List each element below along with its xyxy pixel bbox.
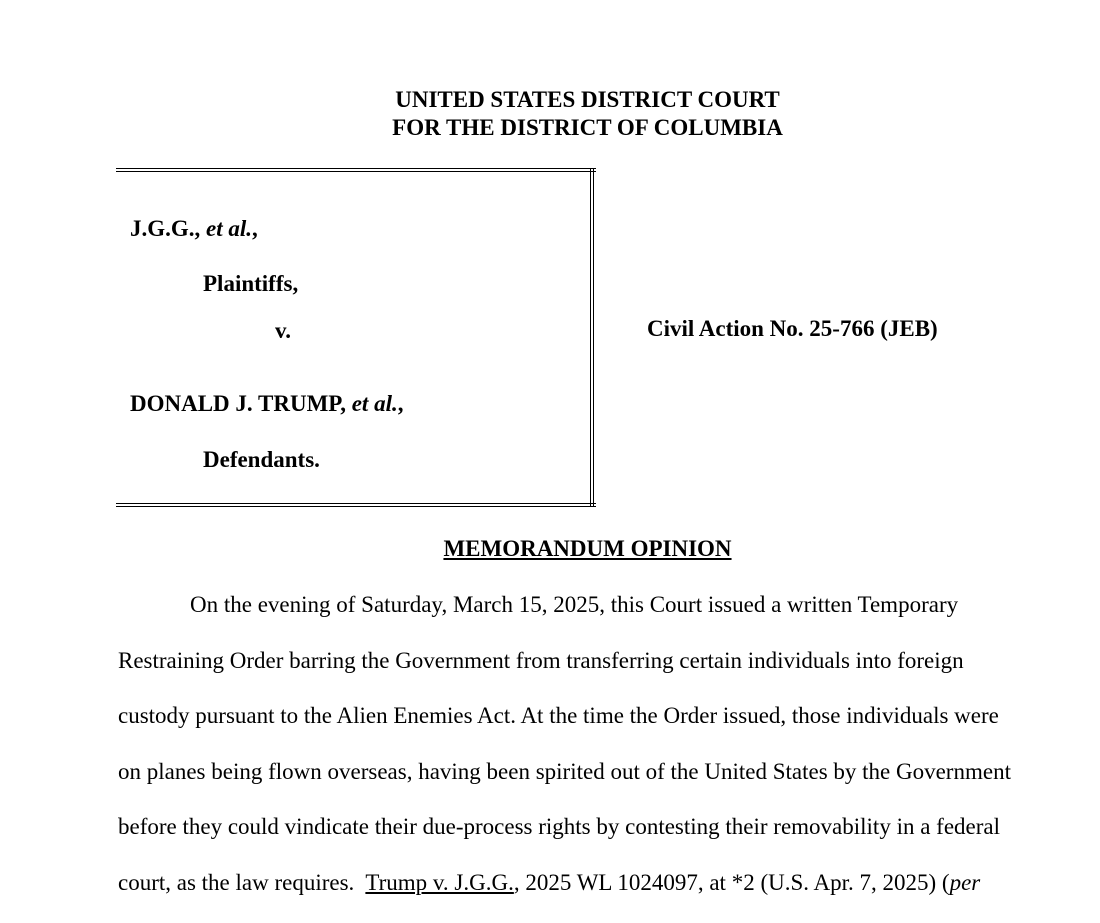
case-number: Civil Action No. 25-766 (JEB) xyxy=(647,316,938,342)
plaintiffs-label: Plaintiffs, xyxy=(203,271,298,297)
body-line: On the evening of Saturday, March 15, 2025, this Court issued a written Temporary xyxy=(118,590,1058,646)
defendant-party: DONALD J. TRUMP, et al., xyxy=(130,391,403,417)
court-header xyxy=(0,86,1100,142)
caption-bottom-border xyxy=(116,503,596,507)
body-line: on planes being flown overseas, having been spirited out of the United States by the Government xyxy=(118,757,1058,813)
defendants-label: Defendants. xyxy=(203,447,320,473)
case-caption-box xyxy=(116,168,590,503)
court-name: UNITED STATES DISTRICT COURT xyxy=(0,86,1100,114)
plaintiff-party: J.G.G., et al., xyxy=(130,216,258,242)
court-district: FOR THE DISTRICT OF COLUMBIA xyxy=(0,114,1100,142)
document-title: MEMORANDUM OPINION xyxy=(0,536,1100,562)
caption-top-border xyxy=(116,168,596,172)
versus-label: v. xyxy=(275,318,291,344)
body-line: custody pursuant to the Alien Enemies Act. At the time the Order issued, those individuals were xyxy=(118,701,1058,757)
body-line-citation: court, as the law requires. Trump v. J.G.G., 2025 WL 1024097, at *2 (U.S. Apr. 7, 2025) (per xyxy=(118,868,1058,923)
body-line: Restraining Order barring the Government from transferring certain individuals into foreign xyxy=(118,646,1058,702)
case-citation: Trump v. J.G.G. xyxy=(365,870,513,895)
opinion-body xyxy=(118,590,1058,923)
body-line: before they could vindicate their due-process rights by contesting their removability in a federal xyxy=(118,812,1058,868)
caption-right-border xyxy=(590,168,594,507)
